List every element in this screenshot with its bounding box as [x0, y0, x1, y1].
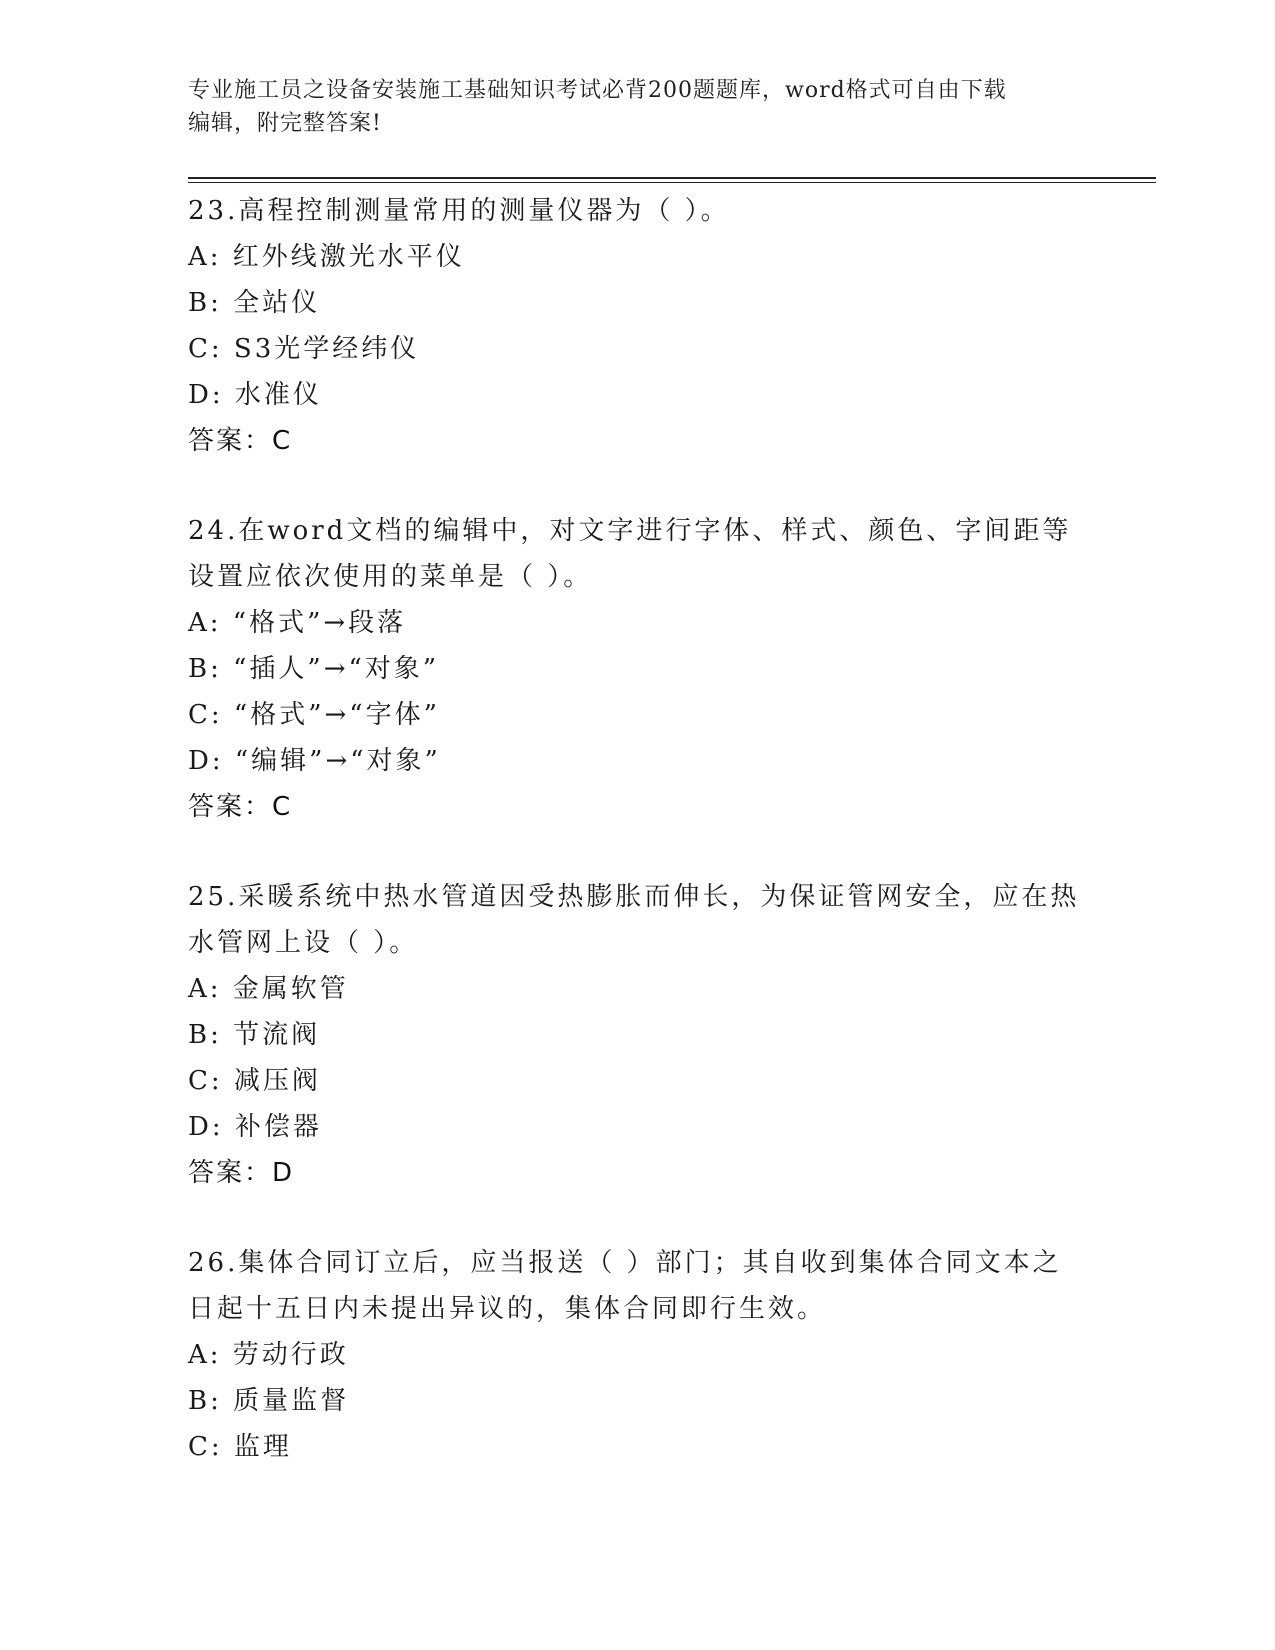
question-25	[188, 874, 1088, 1196]
document-header	[188, 74, 1088, 140]
option-a: A: “格式”→段落	[188, 608, 407, 638]
question-text: 24.在word文档的编辑中，对文字进行字体、样式、颜色、字间距等	[188, 516, 1072, 546]
question-text-continued: 设置应依次使用的菜单是（ ）。	[188, 562, 593, 592]
question-text: 25.采暖系统中热水管道因受热膨胀而伸长，为保证管网安全，应在热	[188, 882, 1080, 912]
option-c: C: “格式”→“字体”	[188, 700, 440, 730]
answer: 答案：C	[188, 792, 293, 822]
question-text-continued: 水管网上设（ ）。	[188, 928, 419, 958]
option-c: C: 减压阀	[188, 1066, 321, 1096]
option-b: B: 全站仪	[188, 288, 321, 318]
option-d: D: 补偿器	[188, 1112, 322, 1142]
header-line-1: 专业施工员之设备安装施工基础知识考试必背200题题库，word格式可自由下载	[188, 78, 1007, 103]
option-a: A: 金属软管	[188, 974, 349, 1004]
option-d: D: “编辑”→“对象”	[188, 746, 441, 776]
question-text: 23.高程控制测量常用的测量仪器为（ ）。	[188, 196, 730, 226]
question-list	[188, 188, 1088, 1514]
option-a: A: 劳动行政	[188, 1340, 349, 1370]
question-24	[188, 508, 1088, 830]
header-rule-thick	[188, 177, 1156, 179]
option-b: B: “插人”→“对象”	[188, 654, 440, 684]
header-line-2: 编辑，附完整答案!	[188, 111, 382, 136]
question-23	[188, 188, 1088, 464]
option-a: A: 红外线激光水平仪	[188, 242, 465, 272]
option-b: B: 质量监督	[188, 1386, 350, 1416]
header-rule-thin	[188, 182, 1156, 183]
answer: 答案：D	[188, 1158, 295, 1188]
question-text: 26.集体合同订立后，应当报送（ ）部门；其自收到集体合同文本之	[188, 1248, 1062, 1278]
option-d: D: 水准仪	[188, 380, 322, 410]
question-text-continued: 日起十五日内未提出异议的，集体合同即行生效。	[188, 1294, 827, 1324]
answer: 答案：C	[188, 426, 293, 456]
option-c: C: 监理	[188, 1432, 292, 1462]
option-b: B: 节流阀	[188, 1020, 321, 1050]
option-c: C: S3光学经纬仪	[188, 334, 420, 364]
question-26	[188, 1240, 1088, 1470]
